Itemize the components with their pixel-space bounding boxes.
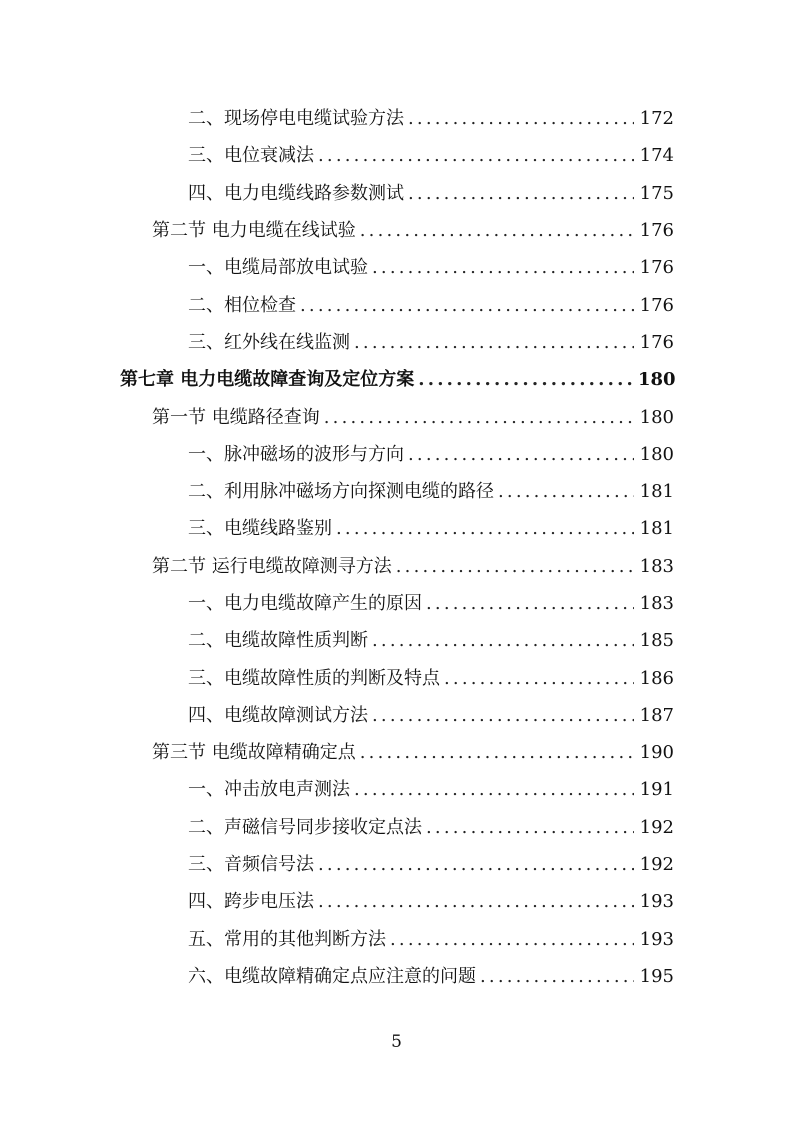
toc-entry[interactable] — [188, 100, 674, 137]
toc-section-entry[interactable] — [152, 398, 674, 435]
dot-leader — [426, 585, 634, 622]
toc-entry-title: 一、脉冲磁场的波形与方向 — [188, 443, 404, 465]
dot-leader — [336, 510, 634, 547]
toc-entry-title: 一、电缆局部放电试验 — [188, 257, 368, 279]
toc-entry-page: 176 — [639, 257, 674, 279]
toc-entry-page: 181 — [639, 481, 674, 503]
toc-entry-page: 176 — [639, 331, 674, 353]
toc-entry-title: 第三节 电缆故障精确定点 — [152, 742, 356, 764]
dot-leader — [426, 809, 634, 846]
toc-entry-page: 185 — [639, 630, 674, 652]
toc-entry-title: 第七章 电力电缆故障查询及定位方案 — [120, 369, 415, 391]
toc-entry-title: 三、电缆线路鉴别 — [188, 518, 332, 540]
toc-entry-page: 180 — [638, 369, 676, 391]
dot-leader — [372, 697, 634, 734]
toc-entry-title: 第一节 电缆路径查询 — [152, 406, 320, 428]
toc-entry-title: 三、红外线在线监测 — [188, 331, 350, 353]
toc-entry-page: 181 — [639, 518, 674, 540]
toc-entry[interactable] — [188, 473, 674, 510]
toc-entry[interactable] — [188, 771, 674, 808]
dot-leader — [324, 399, 634, 436]
toc-entry[interactable] — [188, 137, 674, 174]
dot-leader — [480, 958, 634, 995]
toc-entry[interactable] — [188, 921, 674, 958]
toc-entry-page: 193 — [639, 891, 674, 913]
toc-entry[interactable] — [188, 846, 674, 883]
toc-entry-title: 第二节 运行电缆故障测寻方法 — [152, 555, 392, 577]
toc-entry-page: 176 — [639, 220, 674, 242]
toc-entry-page: 192 — [639, 816, 674, 838]
dot-leader — [418, 361, 634, 398]
toc-entry[interactable] — [188, 175, 674, 212]
toc-section-entry[interactable] — [152, 548, 674, 585]
toc-entry-title: 三、电缆故障性质的判断及特点 — [188, 667, 440, 689]
toc-section-entry[interactable] — [152, 212, 674, 249]
toc-entry-page: 193 — [639, 928, 674, 950]
toc-entry-page: 172 — [639, 108, 674, 130]
toc-entry-page: 183 — [639, 593, 674, 614]
toc-entry[interactable] — [188, 958, 674, 995]
toc-entry-title: 二、声磁信号同步接收定点法 — [188, 816, 422, 838]
toc-entry[interactable] — [188, 659, 674, 696]
toc-entry-title: 五、常用的其他判断方法 — [188, 928, 386, 950]
toc-entry-page: 183 — [639, 555, 674, 577]
dot-leader — [408, 436, 634, 473]
toc-entry-title: 第二节 电力电缆在线试验 — [152, 220, 356, 242]
dot-leader — [390, 921, 634, 958]
toc-entry-title: 四、电力电缆线路参数测试 — [188, 182, 404, 204]
toc-entry[interactable] — [188, 286, 674, 323]
toc-entry[interactable] — [188, 324, 674, 361]
table-of-contents — [0, 100, 793, 995]
dot-leader — [318, 137, 634, 174]
toc-entry-page: 191 — [639, 779, 674, 801]
dot-leader — [300, 287, 634, 324]
dot-leader — [318, 846, 634, 883]
dot-leader — [444, 660, 634, 697]
toc-entry[interactable] — [188, 436, 674, 473]
toc-entry-title: 三、音频信号法 — [188, 854, 314, 876]
dot-leader — [318, 883, 634, 920]
toc-entry-page: 190 — [639, 742, 674, 764]
toc-entry[interactable] — [188, 510, 674, 547]
toc-entry[interactable] — [188, 883, 674, 920]
toc-entry-title: 二、利用脉冲磁场方向探测电缆的路径 — [188, 481, 494, 503]
toc-entry-page: 175 — [639, 182, 674, 204]
toc-entry-title: 三、电位衰减法 — [188, 145, 314, 167]
dot-leader — [396, 548, 634, 585]
toc-entry-page: 180 — [639, 443, 674, 465]
toc-chapter-entry[interactable] — [120, 361, 674, 398]
toc-entry-page: 186 — [639, 667, 674, 689]
toc-entry[interactable] — [188, 697, 674, 734]
toc-entry-title: 六、电缆故障精确定点应注意的问题 — [188, 965, 476, 987]
toc-entry-title: 二、现场停电电缆试验方法 — [188, 108, 404, 130]
toc-entry[interactable] — [188, 249, 674, 286]
dot-leader — [372, 249, 634, 286]
dot-leader — [360, 212, 634, 249]
toc-entry[interactable] — [188, 809, 674, 846]
dot-leader — [498, 473, 634, 510]
toc-entry-title: 二、相位检查 — [188, 294, 296, 316]
page-number: 5 — [391, 1032, 402, 1052]
dot-leader — [360, 734, 634, 771]
toc-entry-title: 四、跨步电压法 — [188, 891, 314, 913]
dot-leader — [354, 771, 634, 808]
dot-leader — [354, 324, 634, 361]
toc-entry-title: 四、电缆故障测试方法 — [188, 704, 368, 726]
dot-leader — [372, 622, 634, 659]
toc-entry-title: 二、电缆故障性质判断 — [188, 630, 368, 652]
toc-entry[interactable] — [188, 622, 674, 659]
toc-entry-page: 180 — [639, 406, 674, 428]
dot-leader — [408, 175, 634, 212]
toc-entry-page: 187 — [639, 704, 674, 726]
toc-entry[interactable] — [188, 585, 674, 622]
toc-entry-page: 192 — [639, 854, 674, 876]
toc-entry-page: 174 — [639, 145, 674, 167]
dot-leader — [408, 100, 634, 137]
toc-entry-page: 195 — [639, 965, 674, 987]
toc-entry-page: 176 — [639, 294, 674, 316]
toc-section-entry[interactable] — [152, 734, 674, 771]
toc-entry-title: 一、电力电缆故障产生的原因 — [188, 593, 422, 614]
toc-entry-title: 一、冲击放电声测法 — [188, 779, 350, 801]
